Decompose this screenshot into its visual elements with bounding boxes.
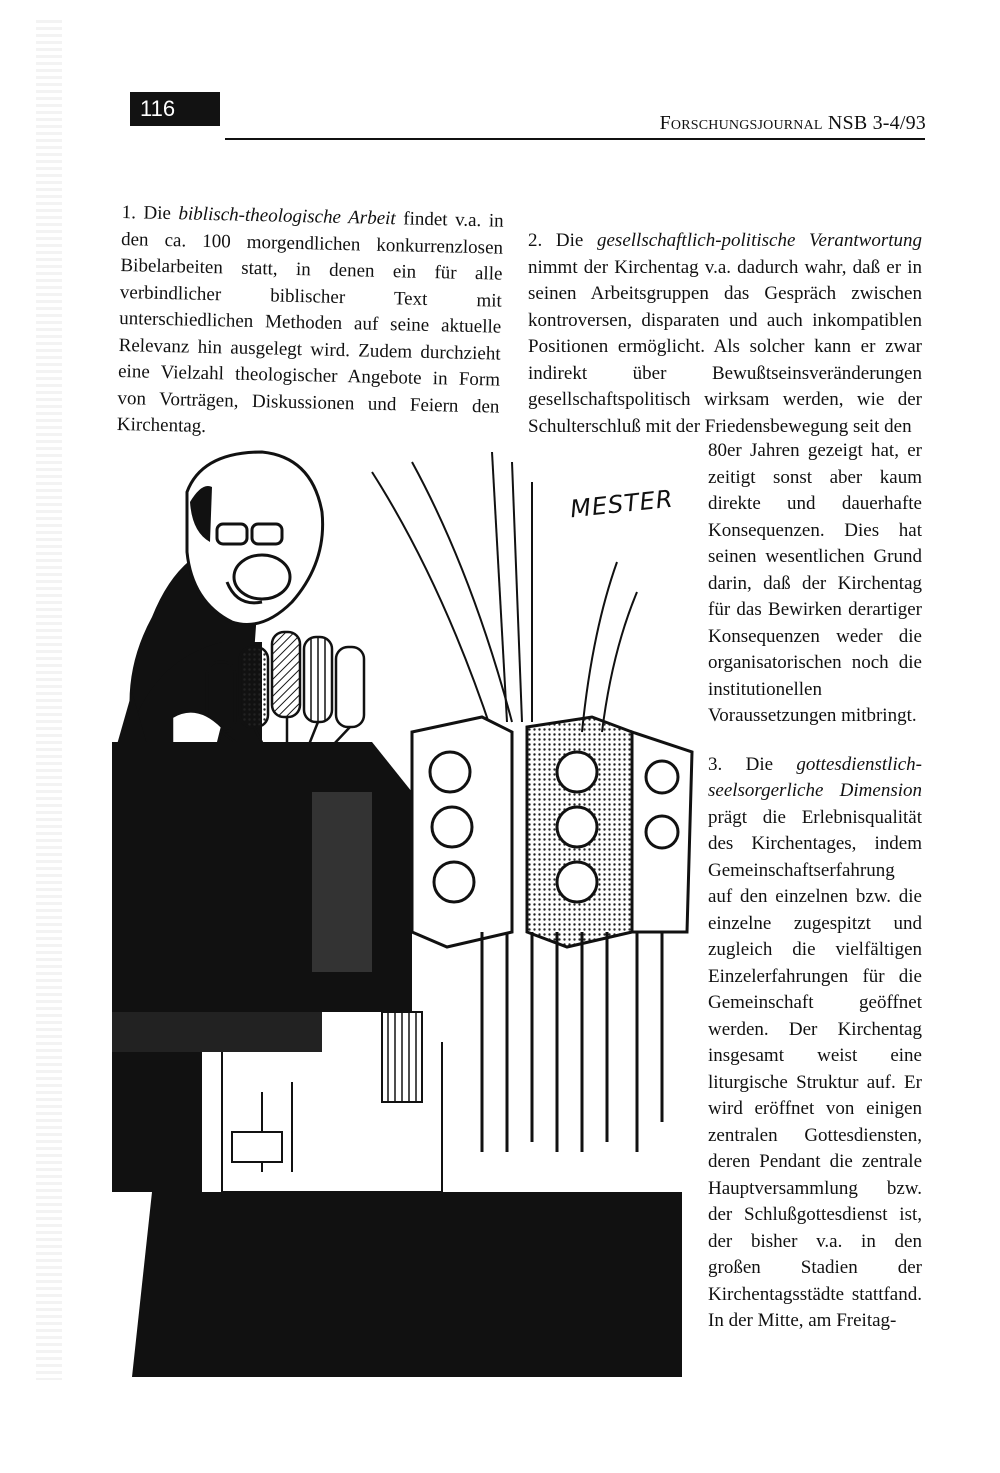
section-3-lead: 3. Die [708, 753, 797, 775]
section-1-body: findet v.a. in den ca. 100 morgendlichen konkurrenzlosen Bibelarbeiten statt, in denen ein für alle verbindlicher biblischer Text mit unterschiedlichen Methoden auf seine aktuelle Relevanz hin ausgelegt wird. Zudem durchzieht eine Vielzahl theologischer Angebote in Form von Vorträgen, Diskussionen und Feiern den Kirchentag. [116, 208, 504, 437]
page-number-text: 116 [140, 96, 176, 121]
cartoonist-signature: MESTER [568, 484, 675, 524]
header-rule [225, 138, 925, 140]
journal-name: Forschungsjournal [659, 112, 823, 134]
section-2-lead: 2. Die [528, 230, 597, 251]
audience-band [132, 1192, 682, 1377]
column-right-top [528, 228, 922, 440]
section-1-paragraph [117, 200, 504, 447]
section-1-lead: 1. Die [121, 201, 179, 225]
section-1-term: biblisch-theologische Arbeit [178, 203, 396, 230]
journal-issue: NSB 3-4/93 [822, 112, 926, 134]
page-number [130, 92, 220, 126]
section-3-term: gottesdienstlich-seelsorgerliche Dimension [708, 753, 922, 801]
section-3-paragraph [708, 752, 922, 1335]
column-left [117, 200, 504, 447]
column-right-narrow [708, 438, 922, 1335]
section-3-body: prägt die Erlebnisqualität des Kirchentages, indem Gemeinschaftserfahrung auf den einzelnen bzw. die einzelne zugespitzt und zugleich die vielfältigen Einzelerfahrungen für die Gemeinschaft geöffnet werden. Der Kirchentag insgesamt weist eine liturgische Struktur auf. Er wird eröffnet von einigen zentralen Gottesdiensten, deren Pendant die zentrale Hauptversammlung bzw. der Schlußgottesdienst ist, der bisher v.a. in den großen Stadien der Kirchentagsstädte stattfand. In der Mitte, am Freitag- [708, 806, 922, 1331]
section-2-paragraph-bottom: 80er Jahren gezeigt hat, er zeitigt sonst aber kaum direkte und dauerhafte Konsequenzen. Dies hat seinen wesentlichen Grund darin, daß der Kirchentag für das Bewirken derartiger Konsequenzen weder die organisatorischen noch die institutionellen Voraussetzungen mitbringt. [708, 440, 922, 726]
cartoon-illustration [112, 432, 700, 1380]
light-stems [482, 932, 662, 1152]
section-2-term: gesellschaftlich-politische Verantwortung [597, 230, 922, 251]
scanned-page-edge [36, 20, 62, 1380]
section-2-paragraph-top [528, 228, 922, 440]
running-head [660, 112, 926, 135]
traffic-light-icon [412, 717, 692, 947]
section-2-body-top: nimmt der Kirchentag v.a. dadurch wahr, daß er in seinen Arbeitsgruppen das Gespräch zwischen kontroversen, disparaten und auch inkompatiblen Positionen ermöglicht. Als solcher kann er zwar indirekt über Bewußtseinsveränderungen gesellschaftspolitisch wirksam werden, wie der Schulterschluß mit der Friedensbewegung seit den [528, 256, 922, 437]
